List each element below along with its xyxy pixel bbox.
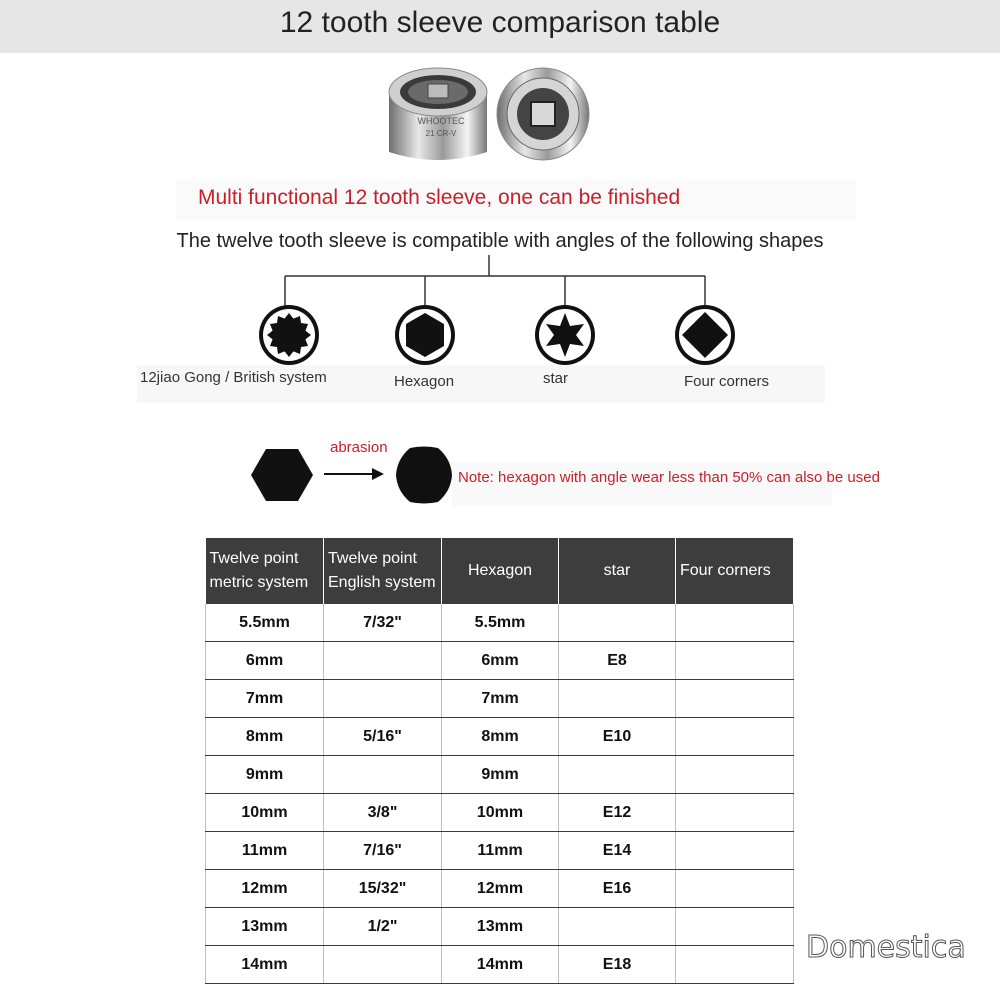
table-cell: 15/32" [324,870,442,908]
table-cell: E16 [559,870,676,908]
table-row [206,908,794,946]
table-row [206,604,794,642]
subtitle-text: Multi functional 12 tooth sleeve, one can be finished [198,186,681,209]
table-body [206,604,794,984]
header-line: Twelve point [328,550,417,567]
shape-label-star: star [543,370,569,387]
socket-product-image [383,64,593,174]
star-socket-icon [534,304,596,366]
abrasion-label: abrasion [330,439,388,456]
shape-label-four-corners: Four corners [684,373,770,390]
hexagon-socket-icon [394,304,456,366]
table-cell: E14 [559,832,676,870]
table-cell: 11mm [206,832,324,870]
header-twelve-point-metric [206,538,324,604]
header-line: metric system [209,574,309,591]
table-cell: 13mm [442,908,559,946]
table-cell [676,642,794,680]
table-row [206,756,794,794]
page-title: 12 tooth sleeve comparison table [279,6,721,39]
header-star: star [559,538,676,604]
table-cell: 6mm [442,642,559,680]
subtitle-band [176,180,856,220]
abrasion-note: Note: hexagon with angle wear less than 50% can also be used [458,469,880,486]
header-line: English system [328,574,436,591]
table-cell: 10mm [206,794,324,832]
table-cell [559,756,676,794]
table-cell: E8 [559,642,676,680]
table-cell: 7mm [206,680,324,718]
table-cell [324,680,442,718]
table-cell: 5.5mm [206,604,324,642]
worn-hexagon-nut-icon [394,445,454,505]
header-line: Twelve point [209,550,299,567]
twelve-point-socket-icon [258,304,320,366]
table-cell [676,946,794,984]
table-row [206,794,794,832]
product-engraving-brand: WHOOTEC [417,116,465,126]
table-cell: E18 [559,946,676,984]
product-engraving-size: 21 CR-V [425,129,457,138]
table-cell: 3/8" [324,794,442,832]
table-row [206,642,794,680]
table-cell [324,642,442,680]
table-cell: 8mm [442,718,559,756]
header-twelve-point-english [324,538,442,604]
table-cell: 7/16" [324,832,442,870]
table-cell: 12mm [442,870,559,908]
shape-label-twelve-point: 12jiao Gong / British system [140,369,327,386]
table-header-row [206,538,794,604]
table-row [206,832,794,870]
table-cell [559,604,676,642]
table-cell [559,908,676,946]
table-cell: E10 [559,718,676,756]
connector-lines [0,250,1000,310]
table-cell: 8mm [206,718,324,756]
table-cell: 5.5mm [442,604,559,642]
hexagon-nut-icon [250,447,314,503]
table-cell [324,946,442,984]
comparison-table [205,538,794,984]
table-cell: 5/16" [324,718,442,756]
arrow-right-icon [324,466,386,482]
table-cell: 9mm [442,756,559,794]
header-bar [0,0,1000,53]
table-cell [324,756,442,794]
table-cell [676,718,794,756]
table-cell [676,794,794,832]
table-cell: 11mm [442,832,559,870]
table-cell [676,604,794,642]
table-cell: 12mm [206,870,324,908]
table-cell [676,832,794,870]
table-cell: 1/2" [324,908,442,946]
table-cell [676,680,794,718]
table-row [206,680,794,718]
table-cell [559,680,676,718]
table-cell: 6mm [206,642,324,680]
header-hexagon: Hexagon [442,538,559,604]
table-row [206,870,794,908]
table-row [206,718,794,756]
table-cell: 9mm [206,756,324,794]
watermark-text: Domestica [806,930,966,965]
table-cell: 7mm [442,680,559,718]
shape-label-hexagon: Hexagon [394,373,455,390]
table-cell: 14mm [442,946,559,984]
table-cell: 14mm [206,946,324,984]
table-cell: E12 [559,794,676,832]
table-row [206,946,794,984]
compatibility-text: The twelve tooth sleeve is compatible with angles of the following shapes [176,230,824,252]
table-cell [676,870,794,908]
header-four-corners: Four corners [676,538,794,604]
table-cell: 13mm [206,908,324,946]
table-cell [676,756,794,794]
table-cell: 10mm [442,794,559,832]
table-cell: 7/32" [324,604,442,642]
square-socket-icon [674,304,736,366]
table-cell [676,908,794,946]
